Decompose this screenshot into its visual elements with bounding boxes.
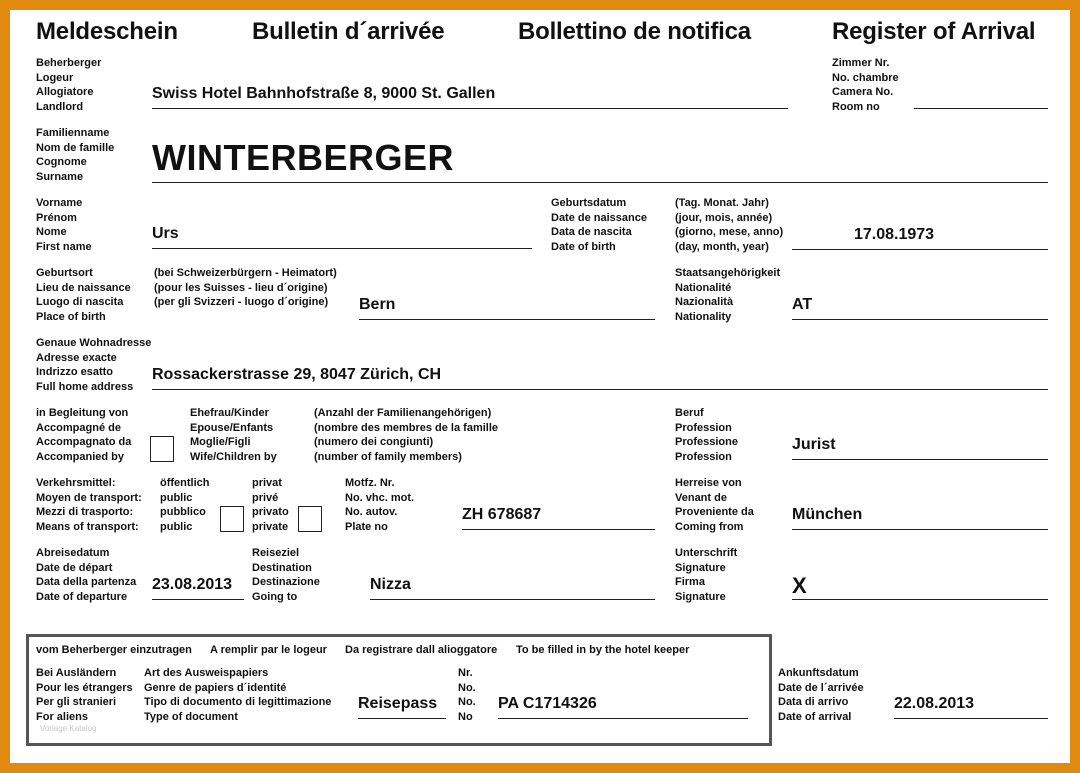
coming-from-line <box>792 529 1048 530</box>
document-type-label: Art des Ausweispapiers Genre de papiers d´identité Tipo di documento di legittimazione Type of document <box>144 667 332 723</box>
destination-label: Reiseziel Destination Destinazione Going to <box>252 547 320 603</box>
coming-from-value[interactable]: München <box>792 506 863 523</box>
address-value[interactable]: Rossackerstrasse 29, 8047 Zürich, CH <box>152 366 442 383</box>
title-italian: Bollettino de notifica <box>518 18 751 45</box>
birth-date-format-label: (Tag. Monat. Jahr) (jour, mois, année) (giorno, mese, anno) (day, month, year) <box>675 197 784 253</box>
birth-place-value[interactable]: Bern <box>359 296 396 313</box>
birth-place-line <box>359 319 655 320</box>
destination-value[interactable]: Nizza <box>370 576 411 593</box>
document-type-line <box>358 718 446 719</box>
document-number-value[interactable]: PA C1714326 <box>498 695 597 712</box>
keeper-header-english: To be filled in by the hotel keeper <box>516 644 690 656</box>
landlord-line <box>152 108 788 109</box>
departure-value[interactable]: 23.08.2013 <box>152 576 233 593</box>
birth-date-label: Geburtsdatum Date de naissance Data de nascita Date of birth <box>551 197 647 253</box>
surname-value[interactable]: WINTERBERGER <box>152 137 454 178</box>
keeper-header-italian: Da registrare dall alioggatore <box>345 644 498 656</box>
birth-place-label: Geburtsort Lieu de naissance Luogo di nascita Place of birth <box>36 267 131 323</box>
profession-label: Beruf Profession Professione Profession <box>675 407 738 463</box>
first-name-value[interactable]: Urs <box>152 225 179 242</box>
surname-label: Familienname Nom de famille Cognome Surname <box>36 127 115 183</box>
birth-date-value[interactable]: 17.08.1973 <box>854 226 935 243</box>
nationality-label: Staatsangehörigkeit Nationalité Nazionalità Nationality <box>675 267 781 323</box>
signature-value[interactable]: X <box>792 573 807 598</box>
arrival-date-label: Ankunftsdatum Date de l´arrivée Data di arrivo Date of arrival <box>778 667 864 723</box>
keeper-header-german: vom Beherberger einzutragen <box>36 644 192 656</box>
private-transport-checkbox[interactable] <box>298 506 322 532</box>
accompanied-checkbox[interactable] <box>150 436 174 462</box>
family-label: Ehefrau/Kinder Epouse/Enfants Moglie/Figli Wife/Children by <box>190 407 277 463</box>
transport-public-label: öffentlich public pubblico public <box>160 477 210 533</box>
transport-label: Verkehrsmittel: Moyen de transport: Mezzi di trasporto: Means of transport: <box>36 477 142 533</box>
destination-line <box>370 599 655 600</box>
title-english: Register of Arrival <box>832 18 1036 45</box>
document-type-value[interactable]: Reisepass <box>358 695 438 712</box>
watermark: Vorlage Katalog <box>40 724 97 733</box>
birth-place-note: (bei Schweizerbürgern - Heimatort) (pour les Suisses - lieu d´origine) (per gli Svizzeri - luogo d´origine) <box>154 267 337 308</box>
landlord-label: Beherberger Logeur Allogiatore Landlord <box>36 57 102 113</box>
title-french: Bulletin d´arrivée <box>252 18 445 45</box>
profession-line <box>792 459 1048 460</box>
departure-label: Abreisedatum Date de départ Data della partenza Date of departure <box>36 547 137 603</box>
coming-from-label: Herreise von Venant de Proveniente da Coming from <box>675 477 754 533</box>
family-count-label: (Anzahl der Familienangehörigen) (nombre des membres de la famille (numero dei congiunti) (number of family members) <box>314 407 499 463</box>
first-name-label: Vorname Prénom Nome First name <box>36 197 92 253</box>
surname-line <box>152 182 1048 183</box>
room-line <box>914 108 1048 109</box>
signature-label: Unterschrift Signature Firma Signature <box>675 547 738 603</box>
signature-line <box>792 599 1048 600</box>
address-line <box>152 389 1048 390</box>
address-label: Genaue Wohnadresse Adresse exacte Indrizzo esatto Full home address <box>36 337 152 393</box>
plate-line <box>462 529 655 530</box>
departure-line <box>152 599 244 600</box>
document-number-line <box>498 718 748 719</box>
birth-date-line <box>792 249 1048 250</box>
plate-label: Motfz. Nr. No. vhc. mot. No. autov. Plate no <box>345 477 415 533</box>
arrival-date-value[interactable]: 22.08.2013 <box>894 695 975 712</box>
plate-value[interactable]: ZH 678687 <box>462 506 542 523</box>
public-transport-checkbox[interactable] <box>220 506 244 532</box>
arrival-date-line <box>894 718 1048 719</box>
nationality-line <box>792 319 1048 320</box>
transport-private-label: privat privé privato private <box>252 477 289 533</box>
landlord-value[interactable]: Swiss Hotel Bahnhofstraße 8, 9000 St. Gallen <box>152 85 496 102</box>
registration-form <box>10 10 1070 763</box>
nationality-value[interactable]: AT <box>792 296 813 313</box>
profession-value[interactable]: Jurist <box>792 436 836 453</box>
accompanied-label: in Begleitung von Accompagné de Accompagnato da Accompanied by <box>36 407 132 463</box>
keeper-header-french: A remplir par le logeur <box>210 644 327 656</box>
aliens-label: Bei Ausländern Pour les étrangers Per gli stranieri For aliens <box>36 667 133 723</box>
document-number-label: Nr. No. No. No <box>458 667 476 723</box>
first-name-line <box>152 248 532 249</box>
title-german: Meldeschein <box>36 18 178 45</box>
room-label: Zimmer Nr. No. chambre Camera No. Room no <box>832 57 899 113</box>
